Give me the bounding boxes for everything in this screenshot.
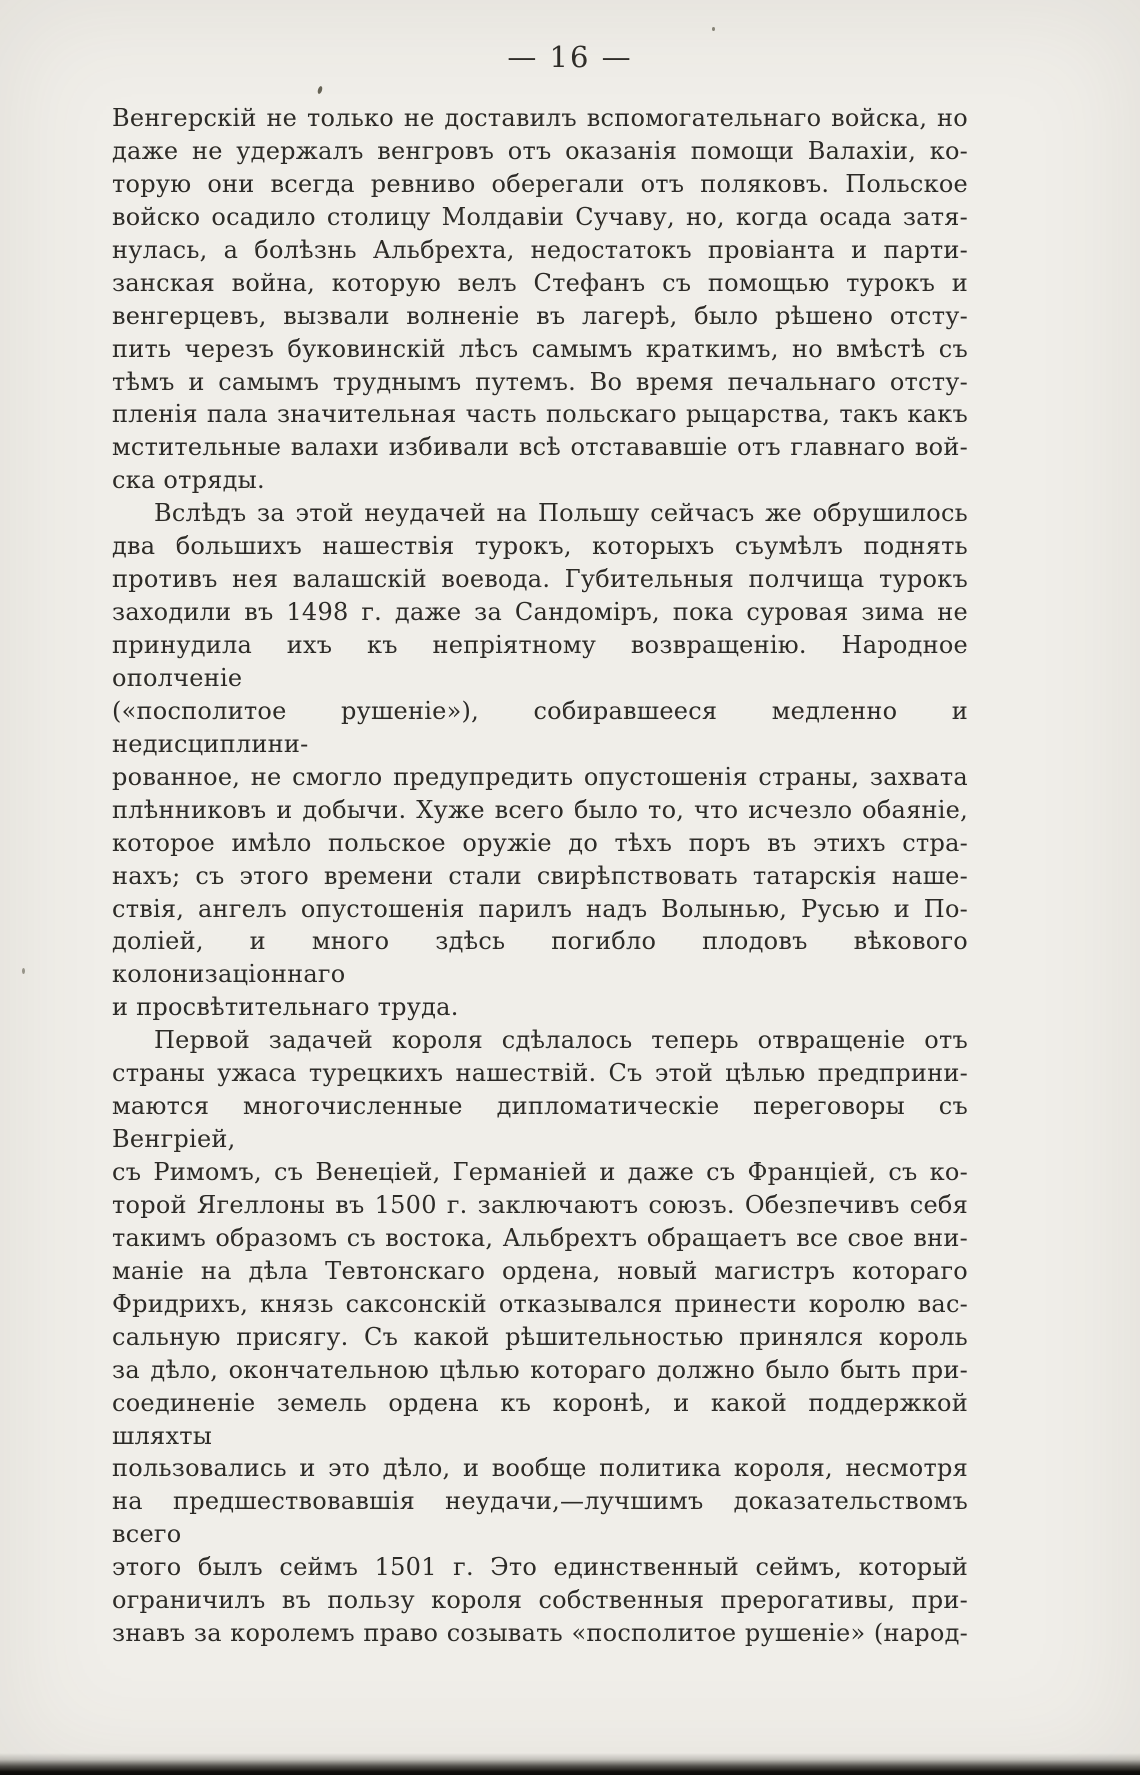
- text-line: нахъ; съ этого времени стали свирѣпствовать татарскія наше-: [112, 861, 968, 890]
- text-line: съ Римомъ, съ Венеціей, Германіей и даже съ Франціей, съ ко-: [112, 1158, 968, 1186]
- text-line: плѣнниковъ и добычи. Хуже всего было то, что исчезло обаяніе,: [112, 795, 968, 824]
- scan-speck: [317, 86, 323, 95]
- text-line: Вслѣдъ за этой неудачей на Польшу сейчасъ же обрушилось: [154, 499, 968, 528]
- text-line: знавъ за королемъ право созывать «посполитое рушеніе» (народ-: [112, 1619, 968, 1648]
- text-line: ска отряды.: [112, 466, 265, 495]
- text-line: пить черезъ буковинскій лѣсъ самымъ краткимъ, но вмѣстѣ съ: [112, 334, 968, 363]
- text-line: Первой задачей короля сдѣлалось теперь отвращеніе отъ: [154, 1026, 968, 1055]
- text-line: ствія, ангелъ опустошенія парилъ надъ Волынью, Русью и По-: [112, 894, 968, 923]
- text-line: которое имѣло польское оружіе до тѣхъ поръ въ этихъ стра-: [112, 828, 968, 857]
- text-line: войско осадило столицу Молдавіи Сучаву, но, когда осада затя-: [112, 202, 968, 231]
- text-line: даже не удержалъ венгровъ отъ оказанія помощи Валахіи, ко-: [112, 136, 968, 165]
- paragraph: [112, 102, 968, 497]
- text-line: противъ нея валашскій воевода. Губительныя полчища турокъ: [112, 565, 968, 594]
- text-line: этого былъ сеймъ 1501 г. Это единственный сеймъ, который: [112, 1553, 968, 1582]
- text-line: и просвѣтительнаго труда.: [112, 993, 459, 1022]
- text-line: доліей, и много здѣсь погибло плодовъ вѣкового колонизаціоннаго: [112, 927, 968, 989]
- text-line: соединеніе земель ордена къ коронѣ, и какой поддержкой шляхты: [112, 1388, 968, 1450]
- text-line: Венгерскій не только не доставилъ вспомогательнаго войска, но: [112, 104, 968, 132]
- text-line: на предшествовавшія неудачи,—лучшимъ доказательствомъ всего: [112, 1487, 968, 1549]
- scan-bottom-edge: [0, 1753, 1140, 1775]
- text-line: занская война, которую велъ Стефанъ съ помощью турокъ и: [112, 268, 968, 297]
- text-line: пользовались и это дѣло, и вообще политика короля, несмотря: [112, 1454, 968, 1483]
- scan-speck: [22, 968, 25, 974]
- text-line: ограничилъ въ пользу короля собственныя прерогативы, при-: [112, 1586, 968, 1615]
- text-line: маются многочисленные дипломатическіе переговоры съ Венгріей,: [112, 1092, 968, 1154]
- text-line: торую они всегда ревниво оберегали отъ поляковъ. Польское: [112, 169, 968, 198]
- text-line: заходили въ 1498 г. даже за Сандоміръ, пока суровая зима не: [112, 598, 968, 627]
- text-line: маніе на дѣла Тевтонскаго ордена, новый магистръ котораго: [112, 1256, 968, 1285]
- text-block: [112, 102, 968, 1650]
- text-line: пленія пала значительная часть польскаго рыцарства, такъ какъ: [112, 400, 968, 429]
- text-line: страны ужаса турецкихъ нашествій. Съ этой цѣлью предприни-: [112, 1059, 968, 1088]
- text-line: Фридрихъ, князь саксонскій отказывался принести королю вас-: [112, 1289, 968, 1318]
- text-line: («посполитое рушеніе»), собиравшееся медленно и недисциплини-: [112, 696, 968, 758]
- text-line: тѣмъ и самымъ труднымъ путемъ. Во время печальнаго отсту-: [112, 367, 968, 396]
- page-number: — 16 —: [507, 40, 633, 74]
- text-line: мстительные валахи избивали всѣ отстававшіе отъ главнаго вой-: [112, 433, 968, 462]
- text-line: сальную присягу. Съ какой рѣшительностью принялся король: [112, 1322, 968, 1351]
- scan-speck: [712, 27, 715, 31]
- text-line: нулась, а болѣзнь Альбрехта, недостатокъ провіанта и парти-: [112, 235, 968, 264]
- text-line: принудила ихъ къ непріятному возвращенію. Народное ополченіе: [112, 631, 968, 692]
- text-line: такимъ образомъ съ востока, Альбрехтъ обращаетъ все свое вни-: [112, 1223, 968, 1252]
- text-line: рованное, не смогло предупредить опустошенія страны, захвата: [112, 762, 968, 791]
- paragraph: [112, 497, 968, 1024]
- text-line: два большихъ нашествія турокъ, которыхъ съумѣлъ поднять: [112, 532, 968, 561]
- text-line: за дѣло, окончательною цѣлью котораго должно было быть при-: [112, 1355, 968, 1384]
- paragraph: [112, 1024, 968, 1650]
- text-line: торой Ягеллоны въ 1500 г. заключаютъ союзъ. Обезпечивъ себя: [112, 1190, 968, 1219]
- text-line: венгерцевъ, вызвали волненіе въ лагерѣ, было рѣшено отсту-: [112, 301, 968, 330]
